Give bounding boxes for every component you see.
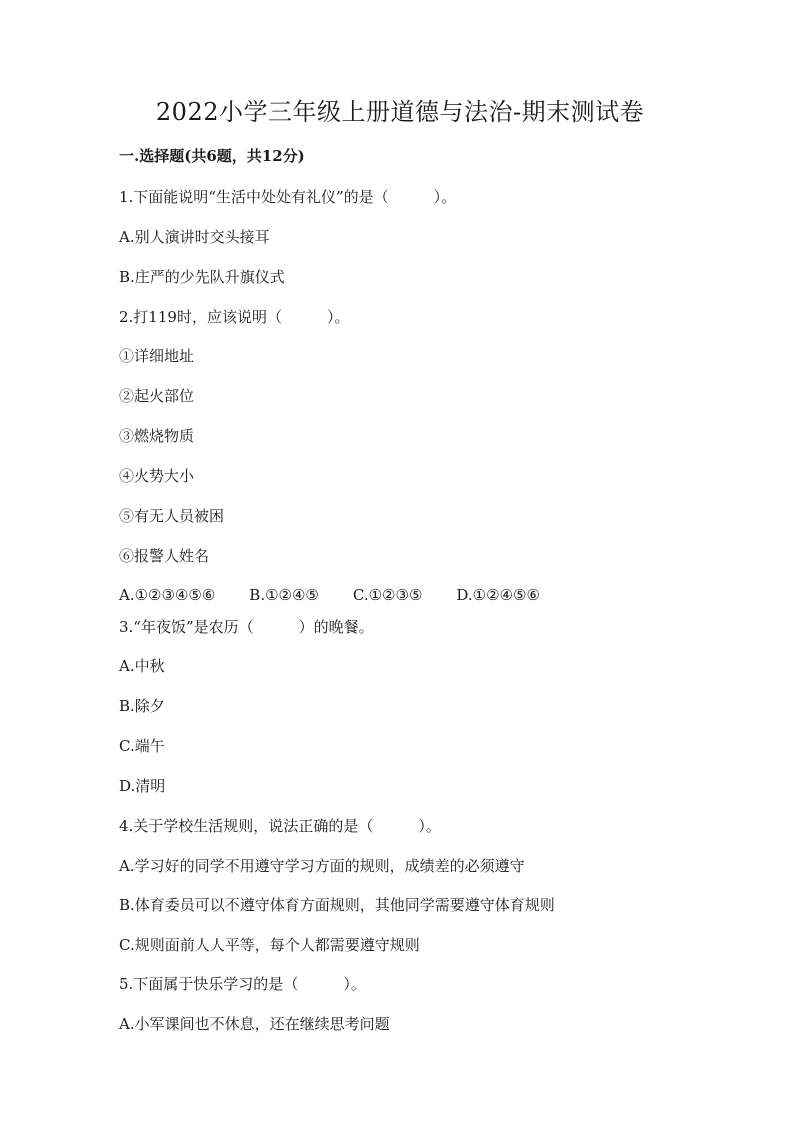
option-3b: B.除夕 (119, 697, 165, 715)
item-5: ⑤有无人员被困 (119, 507, 225, 525)
question-2-options (119, 584, 540, 606)
option-3a: A.中秋 (119, 657, 165, 675)
option-4c: C.规则面前人人平等，每个人都需要遵守规则 (119, 936, 420, 954)
question-2: 2.打119时，应该说明（ ）。 (119, 308, 350, 326)
option-4b: B.体育委员可以不遵守体育方面规则，其他同学需要遵守体育规则 (119, 896, 555, 914)
question-5: 5.下面属于快乐学习的是（ ）。 (119, 975, 366, 993)
option-2a: A.①②③④⑤⑥ (119, 586, 216, 604)
option-5a: A.小军课间也不休息，还在继续思考问题 (119, 1015, 390, 1033)
question-4: 4.关于学校生活规则，说法正确的是（ ）。 (119, 817, 441, 835)
option-1a: A.别人演讲时交头接耳 (119, 228, 270, 246)
option-2c: C.①②③⑤ (352, 586, 423, 604)
option-3d: D.清明 (119, 777, 166, 795)
option-3c: C.端午 (119, 737, 165, 755)
item-4: ④火势大小 (119, 467, 195, 485)
option-2d: D.①②④⑤⑥ (456, 586, 540, 604)
item-2: ②起火部位 (119, 387, 195, 405)
option-4a: A.学习好的同学不用遵守学习方面的规则，成绩差的必须遵守 (119, 857, 525, 875)
question-1: 1.下面能说明“生活中处处有礼仪”的是（ ）。 (119, 188, 457, 206)
question-3: 3.“年夜饭”是农历（ ）的晚餐。 (119, 618, 374, 636)
item-3: ③燃烧物质 (119, 427, 195, 445)
item-6: ⑥报警人姓名 (119, 547, 210, 565)
section-heading: 一.选择题(共6题，共12分) (119, 147, 305, 165)
page-title: 2022小学三年级上册道德与法治-期末测试卷 (155, 98, 645, 126)
item-1: ①详细地址 (119, 347, 195, 365)
option-1b: B.庄严的少先队升旗仪式 (119, 268, 285, 286)
option-2b: B.①②④⑤ (249, 586, 319, 604)
